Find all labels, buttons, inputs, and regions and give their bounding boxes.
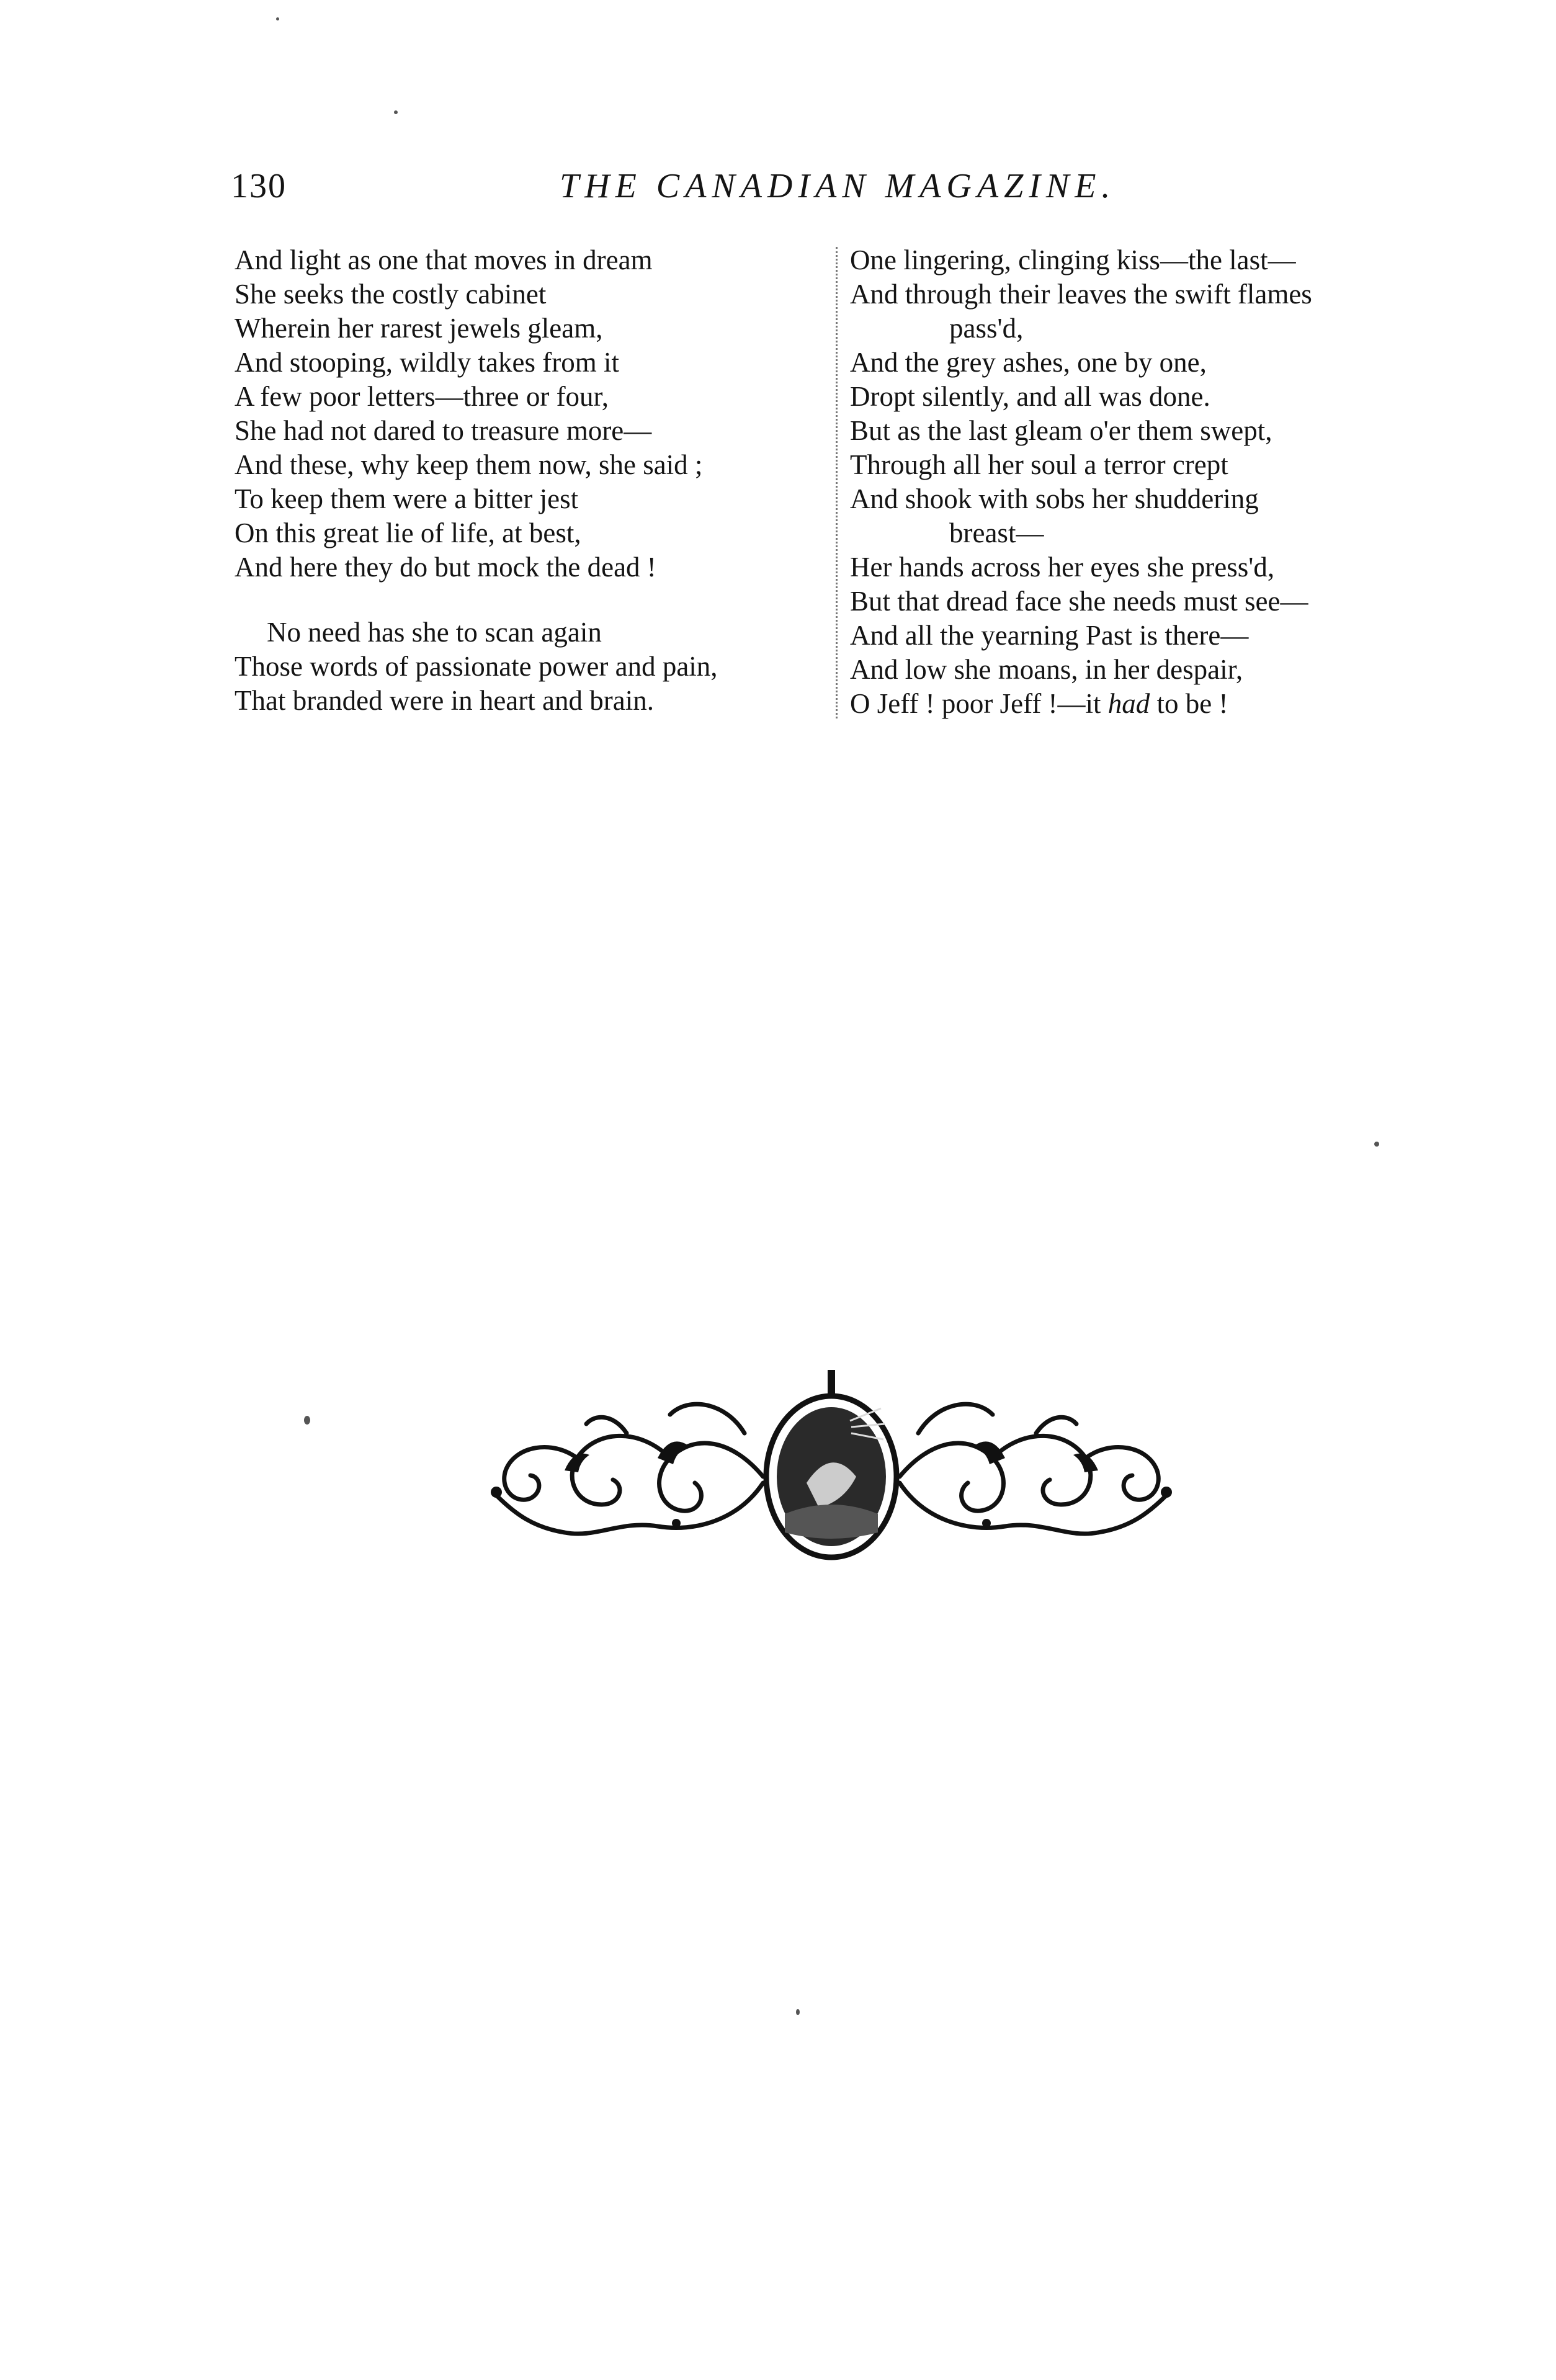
verse-line: But as the last gleam o'er them swept, xyxy=(850,415,1272,446)
print-speck xyxy=(304,1416,310,1425)
verse-line: breast— xyxy=(949,517,1044,548)
verse-line: One lingering, clinging kiss—the last— xyxy=(850,244,1296,275)
print-speck xyxy=(1374,1142,1379,1147)
verse-line: A few poor letters—three or four, xyxy=(235,381,609,412)
verse-line: Those words of passionate power and pain, xyxy=(235,651,718,682)
journal-title: THE CANADIAN MAGAZINE. xyxy=(560,167,1116,205)
print-speck xyxy=(394,110,398,114)
scroll-ornament-icon xyxy=(472,1365,1191,1588)
emphasis-text: had xyxy=(1107,688,1150,719)
verse-line: And stooping, wildly takes from it xyxy=(235,347,619,378)
verse-line: No need has she to scan again xyxy=(267,617,602,648)
verse-line: Dropt silently, and all was done. xyxy=(850,381,1210,412)
verse-line: And here they do but mock the dead ! xyxy=(235,552,656,583)
running-head xyxy=(231,166,1459,210)
stanza xyxy=(235,615,830,718)
page-number: 130 xyxy=(231,167,287,205)
verse-line: That branded were in heart and brain. xyxy=(235,685,654,716)
verse-text: to be ! xyxy=(1150,688,1228,719)
verse-line-last xyxy=(850,687,1446,721)
verse-line: And through their leaves the swift flames xyxy=(850,279,1312,310)
verse-line: Through all her soul a terror crept xyxy=(850,449,1228,480)
verse-line: Her hands across her eyes she press'd, xyxy=(850,552,1275,583)
verse-text: O Jeff ! poor Jeff !—it xyxy=(850,688,1108,719)
verse-line: And the grey ashes, one by one, xyxy=(850,347,1207,378)
right-column xyxy=(850,243,1446,721)
verse-line: And shook with sobs her shuddering xyxy=(850,483,1259,514)
stanza xyxy=(235,243,830,584)
verse-line: She seeks the costly cabinet xyxy=(235,279,547,310)
verse-line: But that dread face she needs must see— xyxy=(850,586,1308,617)
verse-line: On this great lie of life, at best, xyxy=(235,517,581,548)
verse-line: And low she moans, in her despair, xyxy=(850,654,1243,685)
verse-line: And all the yearning Past is there— xyxy=(850,620,1249,651)
verse-line: And these, why keep them now, she said ; xyxy=(235,449,703,480)
verse-line: Wherein her rarest jewels gleam, xyxy=(235,313,603,344)
verse-line: And light as one that moves in dream xyxy=(235,244,653,275)
print-speck xyxy=(796,2009,800,2015)
print-speck xyxy=(276,17,279,20)
left-column xyxy=(235,243,830,718)
column-divider xyxy=(836,247,838,718)
verse-line: She had not dared to treasure more— xyxy=(235,415,652,446)
verse-line: To keep them were a bitter jest xyxy=(235,483,579,514)
verse-line: pass'd, xyxy=(949,313,1024,344)
